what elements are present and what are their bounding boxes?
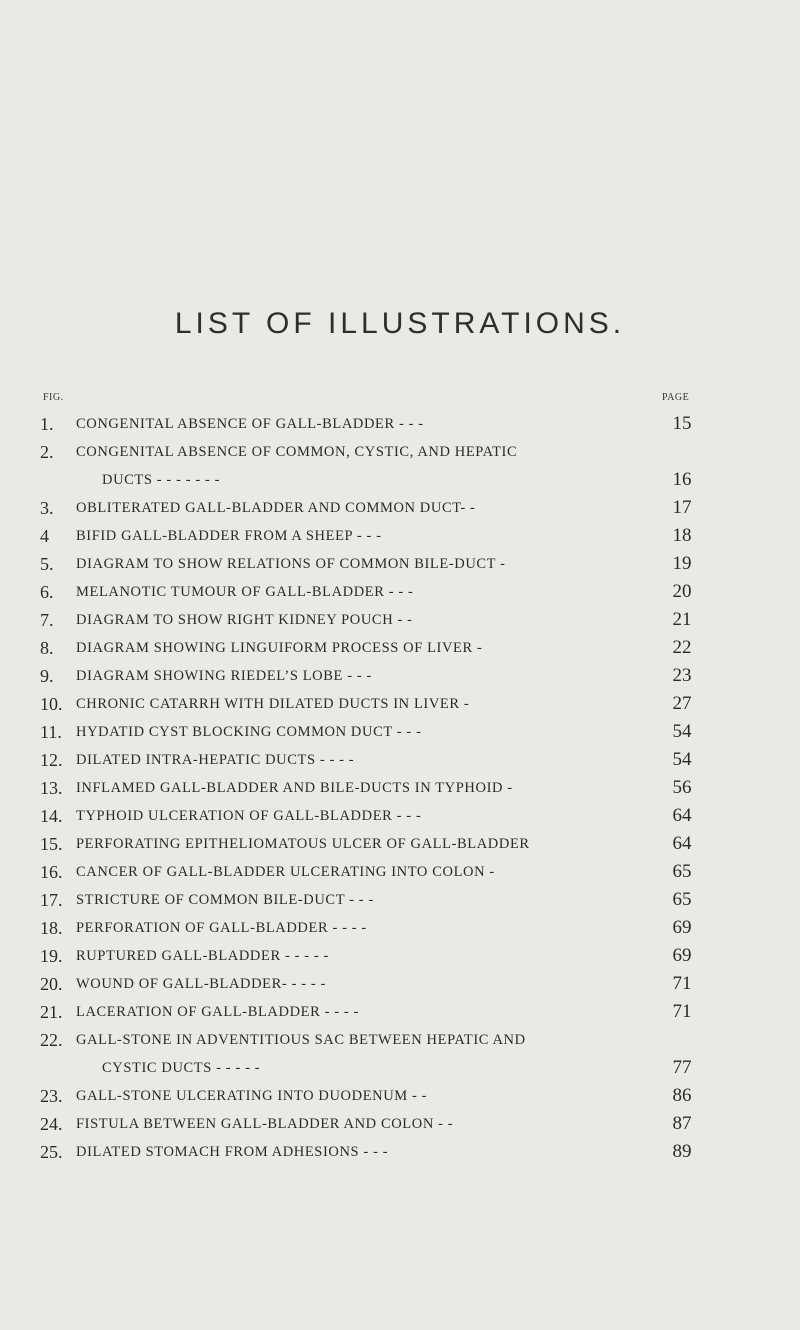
list-item: [0, 606, 800, 634]
list-item: [0, 662, 800, 690]
figure-caption: RUPTURED GALL-BLADDER - - - - -: [76, 948, 329, 964]
page-number: 54: [672, 721, 692, 742]
illustrations-list: [0, 410, 800, 1166]
page-number: 87: [672, 1113, 692, 1134]
list-item: [0, 578, 800, 606]
figure-caption: DIAGRAM TO SHOW RELATIONS OF COMMON BILE-DUCT -: [76, 556, 506, 572]
figure-number: 20.: [40, 974, 63, 994]
list-item: [0, 438, 800, 494]
figure-caption: DIAGRAM TO SHOW RIGHT KIDNEY POUCH - -: [76, 612, 413, 628]
figure-number: 1.: [40, 414, 54, 434]
list-item: [0, 858, 800, 886]
figure-number: 25.: [40, 1142, 63, 1162]
page-number: 16: [672, 469, 692, 490]
page-number: 71: [672, 973, 692, 994]
list-item: [0, 1026, 800, 1082]
page-column-header: PAGE: [662, 392, 690, 403]
page-number: 77: [672, 1057, 692, 1078]
list-item: [0, 942, 800, 970]
figure-caption: GALL-STONE ULCERATING INTO DUODENUM - -: [76, 1088, 428, 1104]
page-number: 64: [672, 805, 692, 826]
figure-number: 12.: [40, 750, 63, 770]
figure-number: 8.: [40, 638, 54, 658]
list-item: [0, 494, 800, 522]
figure-caption: STRICTURE OF COMMON BILE-DUCT - - -: [76, 892, 374, 908]
list-item: [0, 998, 800, 1026]
figure-number: 15.: [40, 834, 63, 854]
figure-number: 16.: [40, 862, 63, 882]
page-number: 22: [672, 637, 692, 658]
figure-number: 22.: [40, 1030, 63, 1050]
figure-number: 10.: [40, 694, 63, 714]
list-item: [0, 830, 800, 858]
figure-number: 7.: [40, 610, 54, 630]
page-number: 65: [672, 861, 692, 882]
page-number: 54: [672, 749, 692, 770]
page-number: 69: [672, 945, 692, 966]
list-item: [0, 970, 800, 998]
fig-column-header: FIG.: [43, 392, 64, 403]
figure-caption: CONGENITAL ABSENCE OF COMMON, CYSTIC, AND HEPATIC: [76, 444, 518, 460]
page-number: 21: [672, 609, 692, 630]
list-item: [0, 690, 800, 718]
page-number: 18: [672, 525, 692, 546]
page-number: 23: [672, 665, 692, 686]
list-item: [0, 802, 800, 830]
figure-caption: OBLITERATED GALL-BLADDER AND COMMON DUCT- -: [76, 500, 476, 516]
figure-caption: MELANOTIC TUMOUR OF GALL-BLADDER - - -: [76, 584, 414, 600]
figure-caption-continued: CYSTIC DUCTS - - - - -: [102, 1060, 261, 1076]
figure-caption: CANCER OF GALL-BLADDER ULCERATING INTO COLON -: [76, 864, 495, 880]
figure-number: 24.: [40, 1114, 63, 1134]
figure-number: 21.: [40, 1002, 63, 1022]
figure-caption: FISTULA BETWEEN GALL-BLADDER AND COLON - -: [76, 1116, 454, 1132]
figure-caption: PERFORATION OF GALL-BLADDER - - - -: [76, 920, 367, 936]
list-item: [0, 1082, 800, 1110]
page-title: LIST OF ILLUSTRATIONS.: [174, 307, 626, 340]
figure-number: 13.: [40, 778, 63, 798]
figure-number: 19.: [40, 946, 63, 966]
list-item: [0, 1110, 800, 1138]
figure-caption: DILATED STOMACH FROM ADHESIONS - - -: [76, 1144, 389, 1160]
page-number: 64: [672, 833, 692, 854]
figure-caption: GALL-STONE IN ADVENTITIOUS SAC BETWEEN HEPATIC AND: [76, 1032, 526, 1048]
page-number: 27: [672, 693, 692, 714]
figure-caption-continued: DUCTS - - - - - - -: [102, 472, 221, 488]
figure-caption: LACERATION OF GALL-BLADDER - - - -: [76, 1004, 359, 1020]
figure-caption: DIAGRAM SHOWING LINGUIFORM PROCESS OF LIVER -: [76, 640, 483, 656]
figure-caption: DILATED INTRA-HEPATIC DUCTS - - - -: [76, 752, 355, 768]
figure-caption: DIAGRAM SHOWING RIEDEL’S LOBE - - -: [76, 668, 372, 684]
page-number: 69: [672, 917, 692, 938]
list-item: [0, 718, 800, 746]
list-item: [0, 634, 800, 662]
list-item: [0, 1138, 800, 1166]
page-number: 86: [672, 1085, 692, 1106]
list-item: [0, 550, 800, 578]
list-item: [0, 886, 800, 914]
figure-caption: TYPHOID ULCERATION OF GALL-BLADDER - - -: [76, 808, 422, 824]
list-item: [0, 914, 800, 942]
figure-caption: WOUND OF GALL-BLADDER- - - - -: [76, 976, 326, 992]
page-number: 15: [672, 413, 692, 434]
figure-number: 14.: [40, 806, 63, 826]
figure-number: 4: [40, 526, 49, 546]
list-item: [0, 522, 800, 550]
page-number: 17: [672, 497, 692, 518]
list-item: [0, 774, 800, 802]
list-item: [0, 746, 800, 774]
page-number: 20: [672, 581, 692, 602]
page-number: 19: [672, 553, 692, 574]
figure-number: 3.: [40, 498, 54, 518]
figure-caption: PERFORATING EPITHELIOMATOUS ULCER OF GALL-BLADDER: [76, 836, 530, 852]
figure-number: 17.: [40, 890, 63, 910]
figure-number: 2.: [40, 442, 54, 462]
figure-number: 9.: [40, 666, 54, 686]
figure-number: 18.: [40, 918, 63, 938]
figure-caption: CHRONIC CATARRH WITH DILATED DUCTS IN LIVER -: [76, 696, 470, 712]
page-number: 71: [672, 1001, 692, 1022]
figure-number: 11.: [40, 722, 62, 742]
page-number: 56: [672, 777, 692, 798]
page-number: 65: [672, 889, 692, 910]
figure-number: 23.: [40, 1086, 63, 1106]
page-number: 89: [672, 1141, 692, 1162]
figure-caption: INFLAMED GALL-BLADDER AND BILE-DUCTS IN TYPHOID -: [76, 780, 513, 796]
figure-caption: BIFID GALL-BLADDER FROM A SHEEP - - -: [76, 528, 382, 544]
figure-caption: CONGENITAL ABSENCE OF GALL-BLADDER - - -: [76, 416, 424, 432]
figure-number: 5.: [40, 554, 54, 574]
figure-number: 6.: [40, 582, 54, 602]
figure-caption: HYDATID CYST BLOCKING COMMON DUCT - - -: [76, 724, 422, 740]
list-item: [0, 410, 800, 438]
